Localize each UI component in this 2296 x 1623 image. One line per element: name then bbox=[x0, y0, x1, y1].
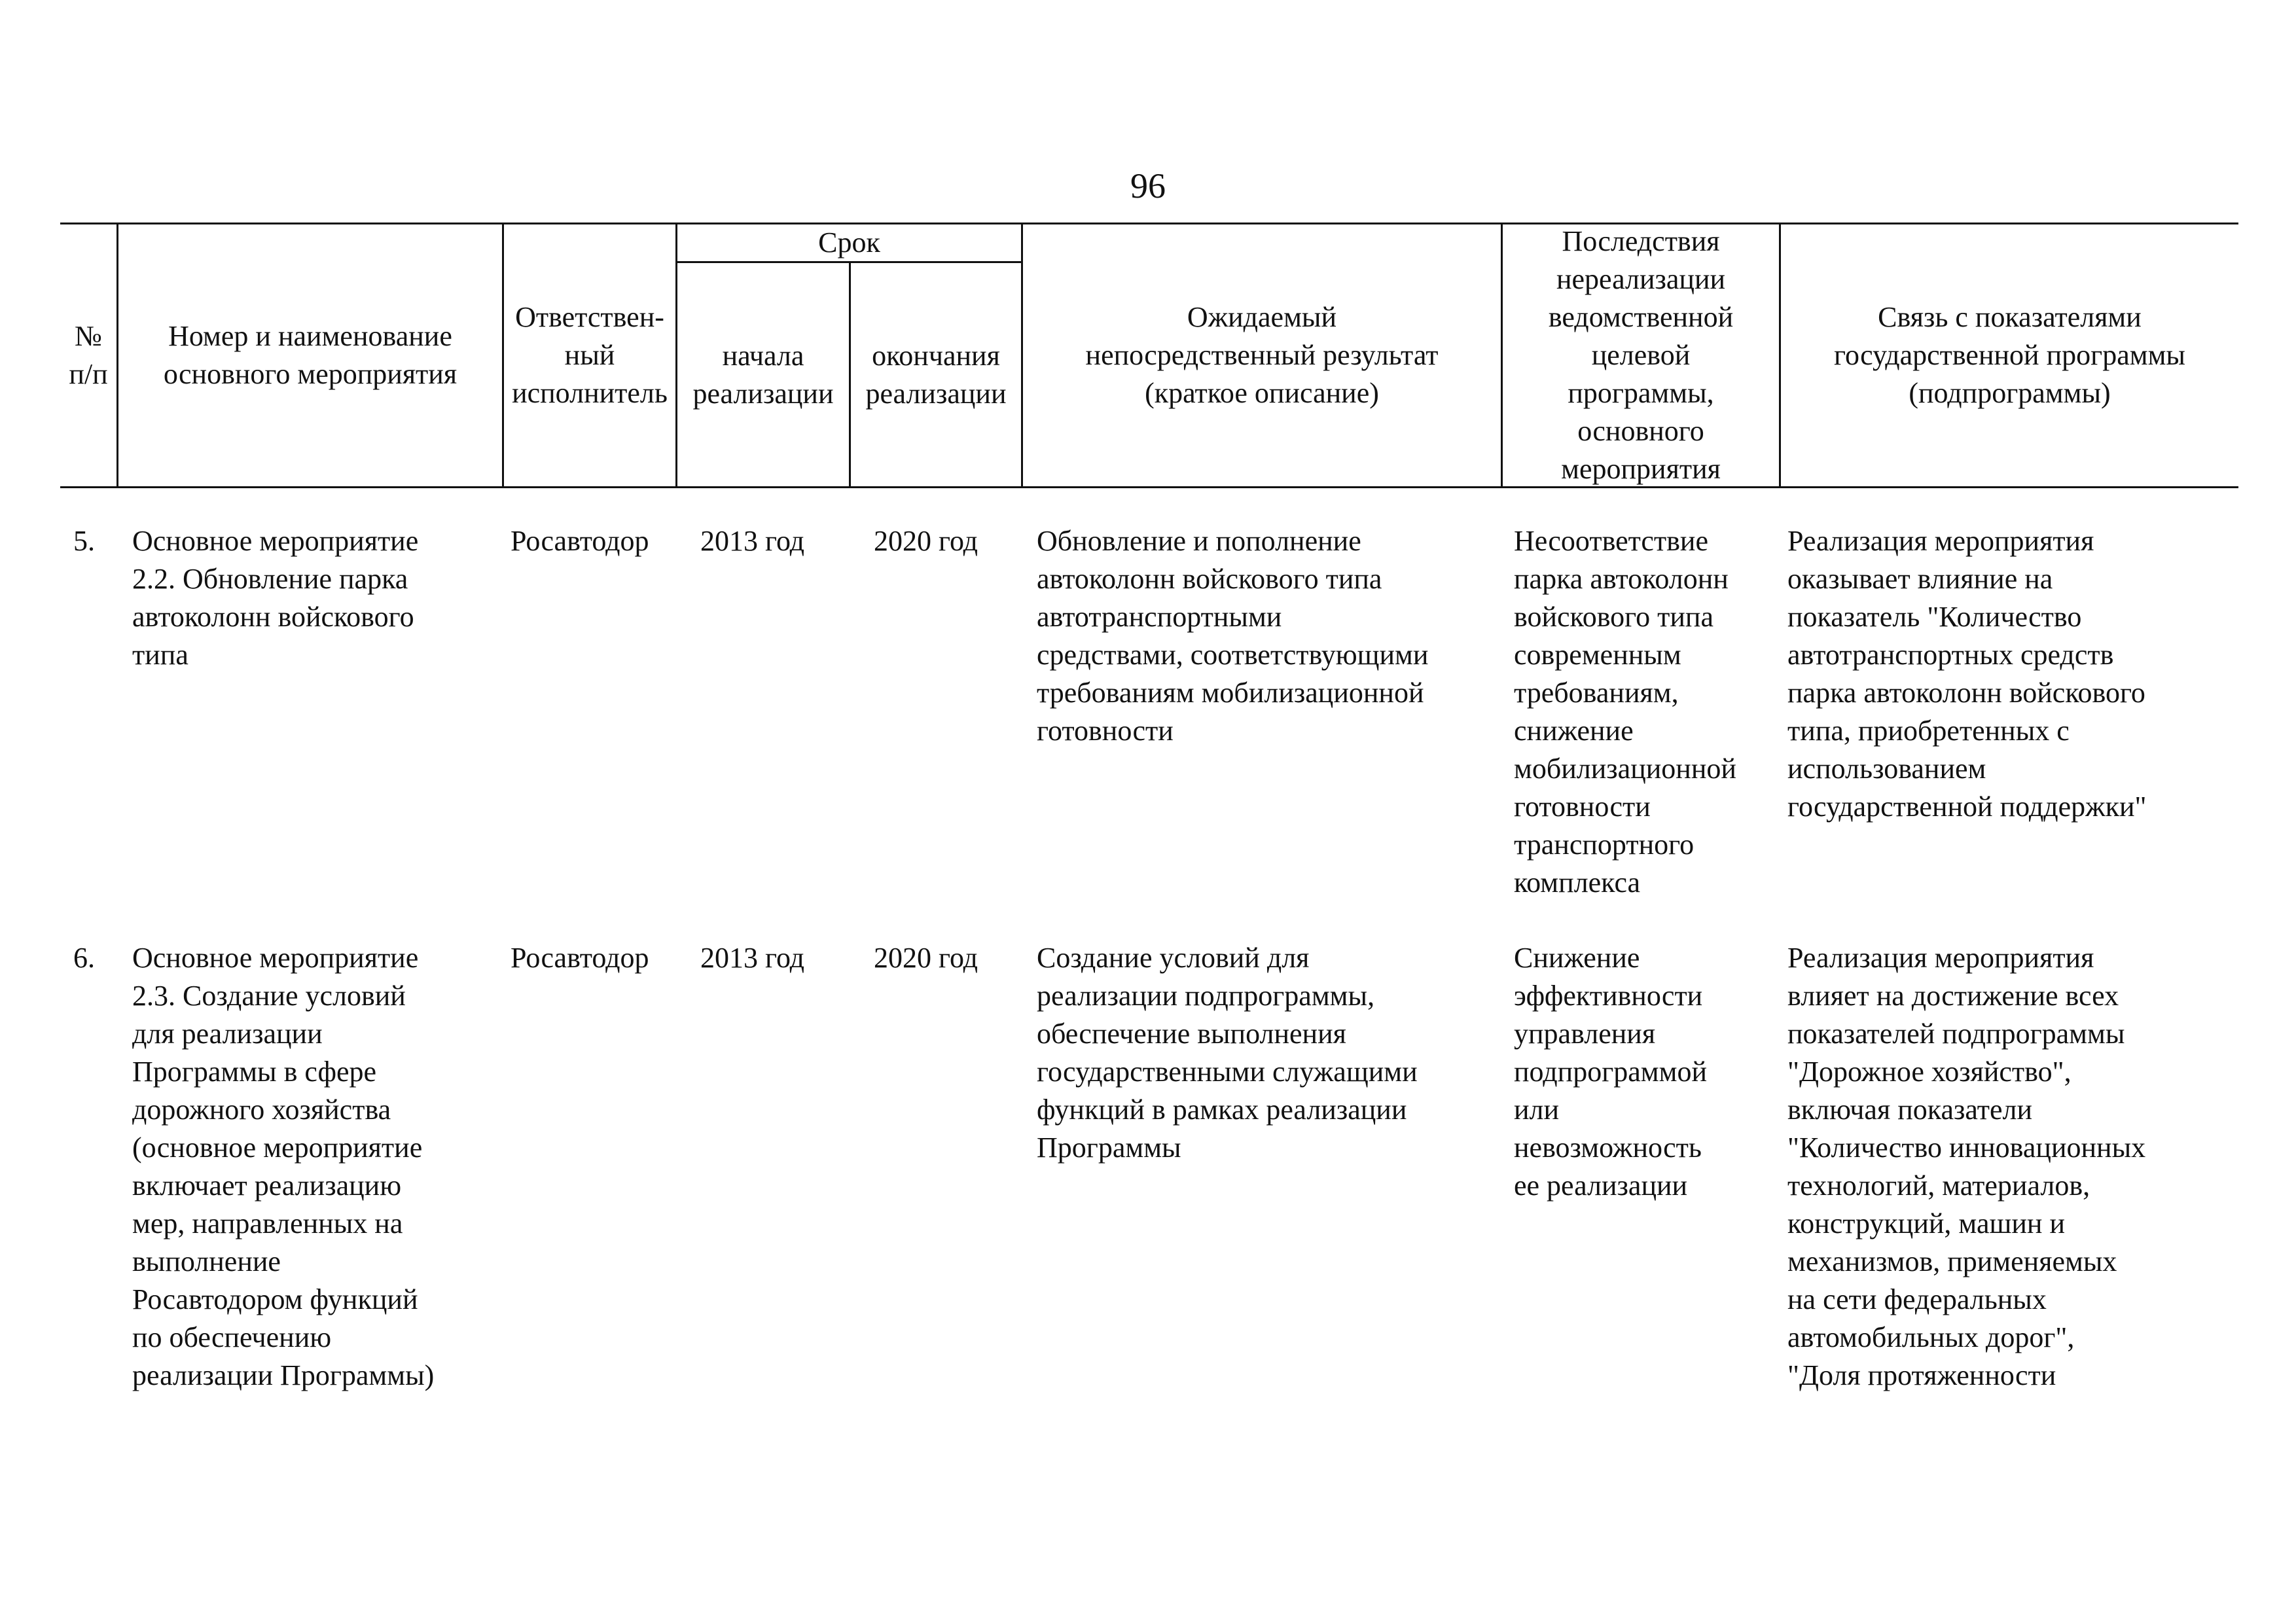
row-5-end: 2020 год bbox=[874, 525, 978, 557]
header-end: окончания реализации bbox=[865, 339, 1007, 410]
header-num: № п/п bbox=[69, 320, 108, 390]
row-6-responsible: Росавтодор bbox=[511, 942, 649, 974]
row-5-start: 2013 год bbox=[700, 525, 805, 557]
row-5-name: Основное мероприятие 2.2. Обновление парка автоколонн войскового типа bbox=[132, 525, 419, 671]
table-header-bottom-rule bbox=[60, 486, 2238, 488]
header-link: Связь с показателями государственной программы (подпрограммы) bbox=[1834, 301, 2185, 409]
row-6-name: Основное мероприятие 2.3. Создание условий для реализации Программы в сфере дорожного хозяйства (основное мероприятие включает реализацию мер, направленных на выполнение Росавтодором функций по обеспечению реализации Программы) bbox=[132, 942, 435, 1391]
row-5-result: Обновление и пополнение автоколонн войскового типа автотранспортными средствами, соответствующими требованиям мобилизационной готовности bbox=[1037, 525, 1429, 747]
row-5-responsible: Росавтодор bbox=[511, 525, 649, 557]
page-number: 96 bbox=[1130, 166, 1166, 205]
header-consequences: Последствия нереализации ведомственной целевой программы, основного мероприятия bbox=[1548, 225, 1734, 485]
header-result: Ожидаемый непосредственный результат (краткое описание) bbox=[1085, 301, 1439, 409]
row-5-consequences: Несоответствие парка автоколонн войскового типа современным требованиям, снижение мобилизационной готовности транспортного комплекса bbox=[1514, 525, 1736, 899]
row-6-consequences: Снижение эффективности управления подпрограммой или невозможность ее реализации bbox=[1514, 942, 1708, 1202]
row-6-end: 2020 год bbox=[874, 942, 978, 974]
row-5-link: Реализация мероприятия оказывает влияние на показатель "Количество автотранспортных средств парка автоколонн войскового типа, приобретенных с использованием государственной поддержки" bbox=[1787, 525, 2147, 823]
header-responsible: Ответствен- ный исполнитель bbox=[512, 301, 668, 409]
row-5-num: 5. bbox=[73, 525, 95, 557]
header-term: Срок bbox=[818, 226, 880, 259]
row-6-result: Создание условий для реализации подпрограммы, обеспечение выполнения государственными служащими функций в рамках реализации Программы bbox=[1037, 942, 1418, 1164]
row-6-link: Реализация мероприятия влияет на достижение всех показателей подпрограммы "Дорожное хозяйство", включая показатели "Количество инновационных технологий, материалов, конструкций, машин и механизмов, применяемых на сети федеральных автомобильных дорог", "Доля протяженности bbox=[1787, 942, 2146, 1391]
row-6-num: 6. bbox=[73, 942, 95, 974]
row-6-start: 2013 год bbox=[700, 942, 805, 974]
header-start: начала реализации bbox=[692, 339, 834, 410]
header-name: Номер и наименование основного мероприятия bbox=[163, 320, 457, 390]
